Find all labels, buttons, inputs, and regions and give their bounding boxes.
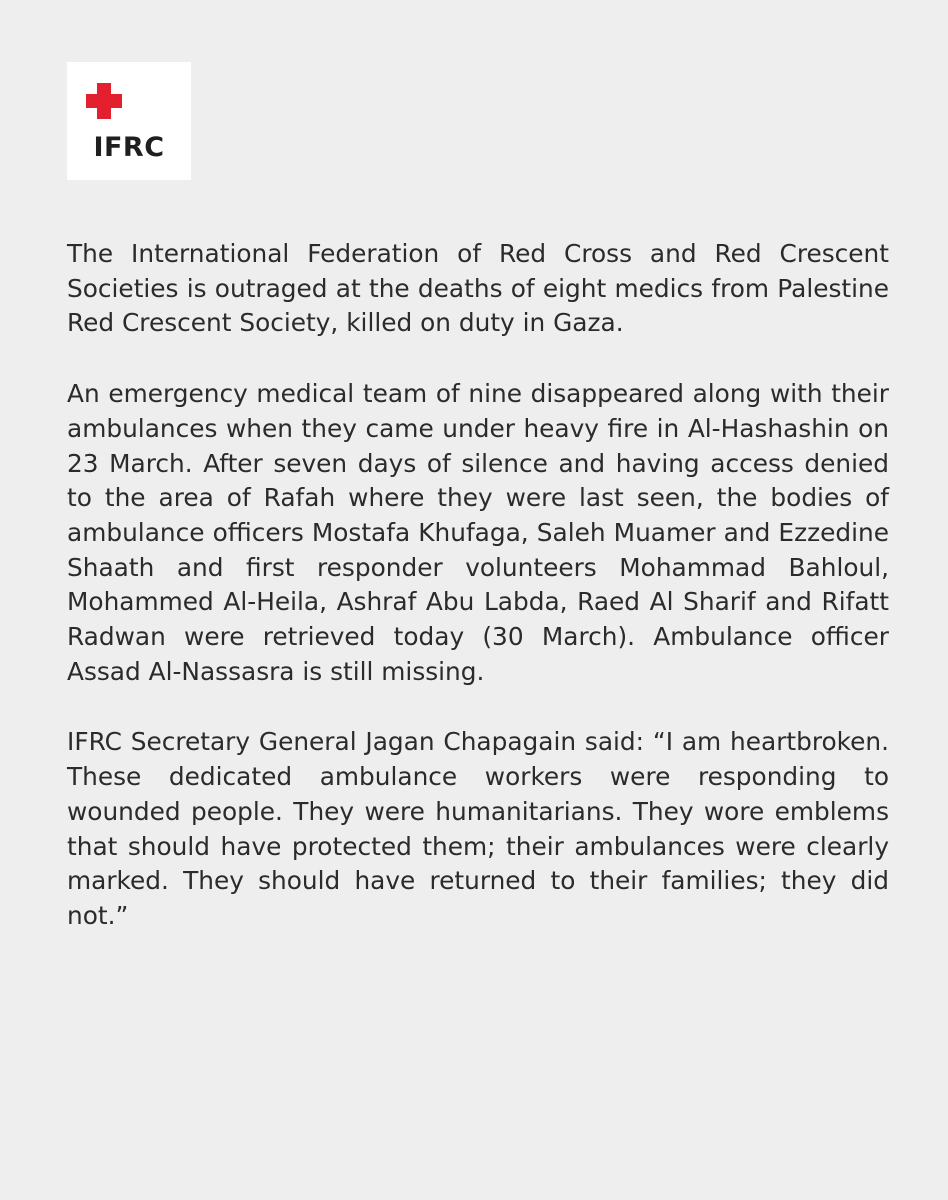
statement-paragraph-2: An emergency medical team of nine disappeared along with their ambulances when they came under heavy fire in Al-Hashashin on 23 March. After seven days of silence and having access denied to the area of Rafah where they were last seen, the bodies of ambulance officers Mostafa Khufaga, Saleh Muamer and Ezzedine Shaath and first responder volunteers Mohammad Bahloul, Mohammed Al-Heila, Ashraf Abu Labda, Raed Al Sharif and Rifatt Radwan were retrieved today (30 March). Ambulance officer Assad Al-Nassasra is still missing.	[67, 379, 889, 686]
statement-paragraph-1: The International Federation of Red Cross and Red Crescent Societies is outraged at the deaths of eight medics from Palestine Red Crescent Society, killed on duty in Gaza.	[67, 239, 889, 338]
statement-paragraph-3: IFRC Secretary General Jagan Chapagain said: “I am heartbroken. These dedicated ambulance workers were responding to wounded people. They were humanitarians. They wore emblems that should have protected them; their ambulances were clearly marked. They should have returned to their families; they did not.”	[67, 727, 889, 930]
press-statement	[67, 237, 889, 934]
red-crescent-icon	[140, 83, 158, 118]
red-cross-red-crescent-emblem-icon	[85, 80, 171, 120]
red-cross-icon	[86, 83, 122, 119]
logo-wordmark: IFRC	[93, 132, 165, 163]
ifrc-logo	[67, 62, 191, 180]
